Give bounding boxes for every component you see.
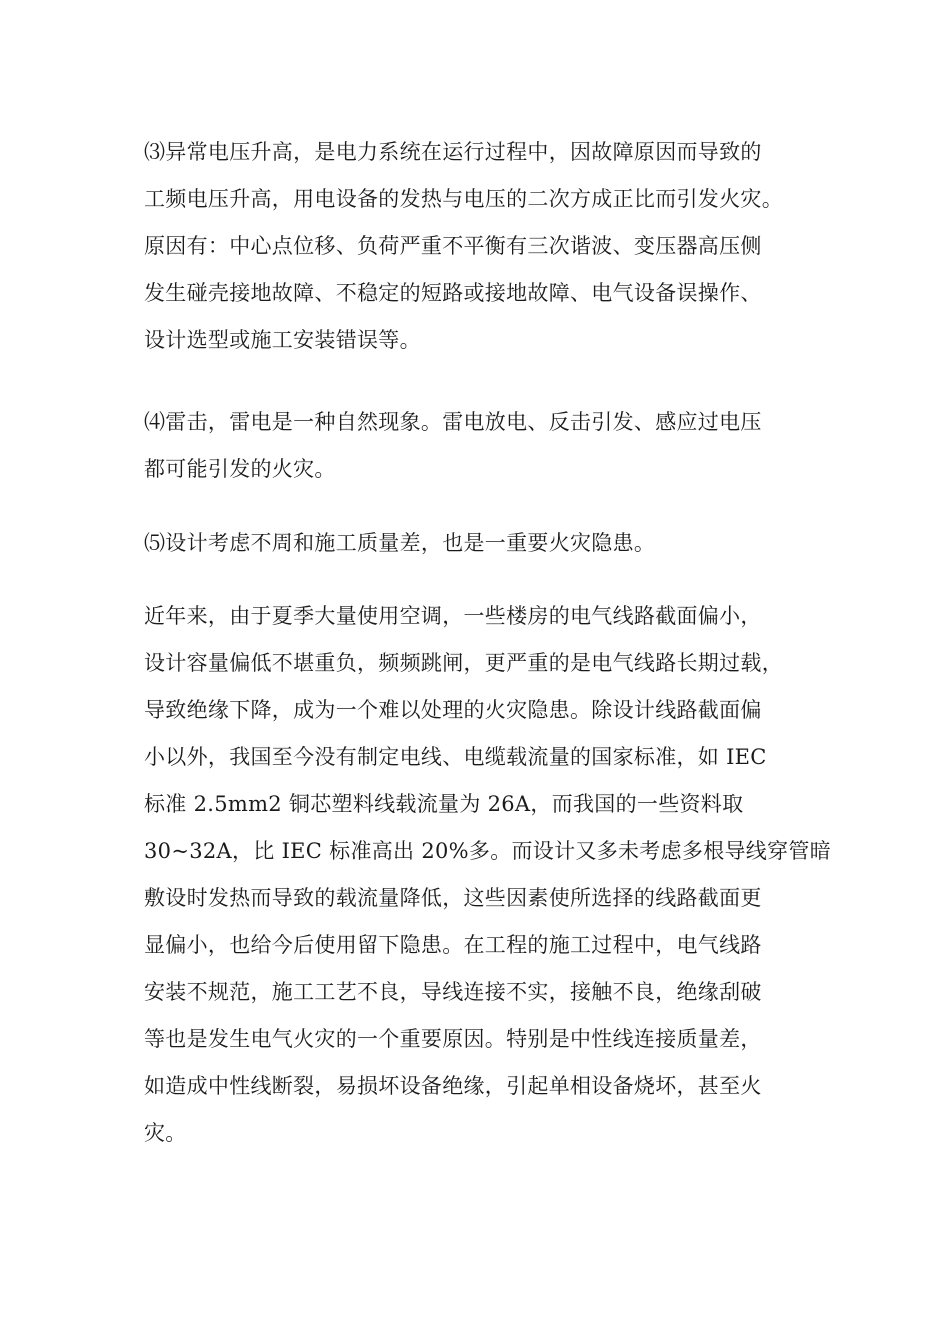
paragraph-line: 等也是发生电气火灾的一个重要原因。特别是中性线连接质量差，	[144, 1027, 762, 1051]
paragraph-line: ⑶异常电压升高，是电力系统在运行过程中，因故障原因而导致的	[144, 140, 762, 164]
paragraph-line: 小以外，我国至今没有制定电线、电缆载流量的国家标准，如 IEC	[144, 745, 767, 769]
paragraph-line: 工频电压升高，用电设备的发热与电压的二次方成正比而引发火灾。	[144, 187, 783, 211]
paragraph-line: 发生碰壳接地故障、不稳定的短路或接地故障、电气设备误操作、	[144, 281, 762, 305]
paragraph-line: ⑸设计考虑不周和施工质量差，也是一重要火灾隐患。	[144, 531, 656, 555]
paragraph-line: 都可能引发的火灾。	[144, 457, 336, 481]
paragraph-line: 显偏小，也给今后使用留下隐患。在工程的施工过程中，电气线路	[144, 933, 762, 957]
paragraph-abnormal-voltage	[144, 129, 824, 364]
paragraph-line: ⑷雷击，雷电是一种自然现象。雷电放电、反击引发、感应过电压	[144, 410, 762, 434]
paragraph-line: 敷设时发热而导致的载流量降低，这些因素使所选择的线路截面更	[144, 886, 762, 910]
paragraph-line: 原因有：中心点位移、负荷严重不平衡有三次谐波、变压器高压侧	[144, 234, 762, 258]
paragraph-line: 灾。	[144, 1121, 187, 1145]
paragraph-line: 设计选型或施工安装错误等。	[144, 328, 421, 352]
paragraph-line: 标准 2.5mm2 铜芯塑料线载流量为 26A，而我国的一些资料取	[144, 792, 744, 816]
paragraph-recent-years	[144, 593, 831, 1157]
paragraph-line: 导致绝缘下降，成为一个难以处理的火灾隐患。除设计线路截面偏	[144, 698, 762, 722]
paragraph-design-quality	[144, 520, 824, 567]
paragraph-lightning	[144, 399, 824, 493]
paragraph-line: 近年来，由于夏季大量使用空调，一些楼房的电气线路截面偏小，	[144, 604, 762, 628]
paragraph-line: 安装不规范，施工工艺不良，导线连接不实，接触不良，绝缘刮破	[144, 980, 762, 1004]
paragraph-line: 30~32A，比 IEC 标准高出 20%多。而设计又多未考虑多根导线穿管暗	[144, 839, 831, 863]
paragraph-line: 设计容量偏低不堪重负，频频跳闸，更严重的是电气线路长期过载，	[144, 651, 783, 675]
paragraph-line: 如造成中性线断裂，易损坏设备绝缘，引起单相设备烧坏，甚至火	[144, 1074, 762, 1098]
